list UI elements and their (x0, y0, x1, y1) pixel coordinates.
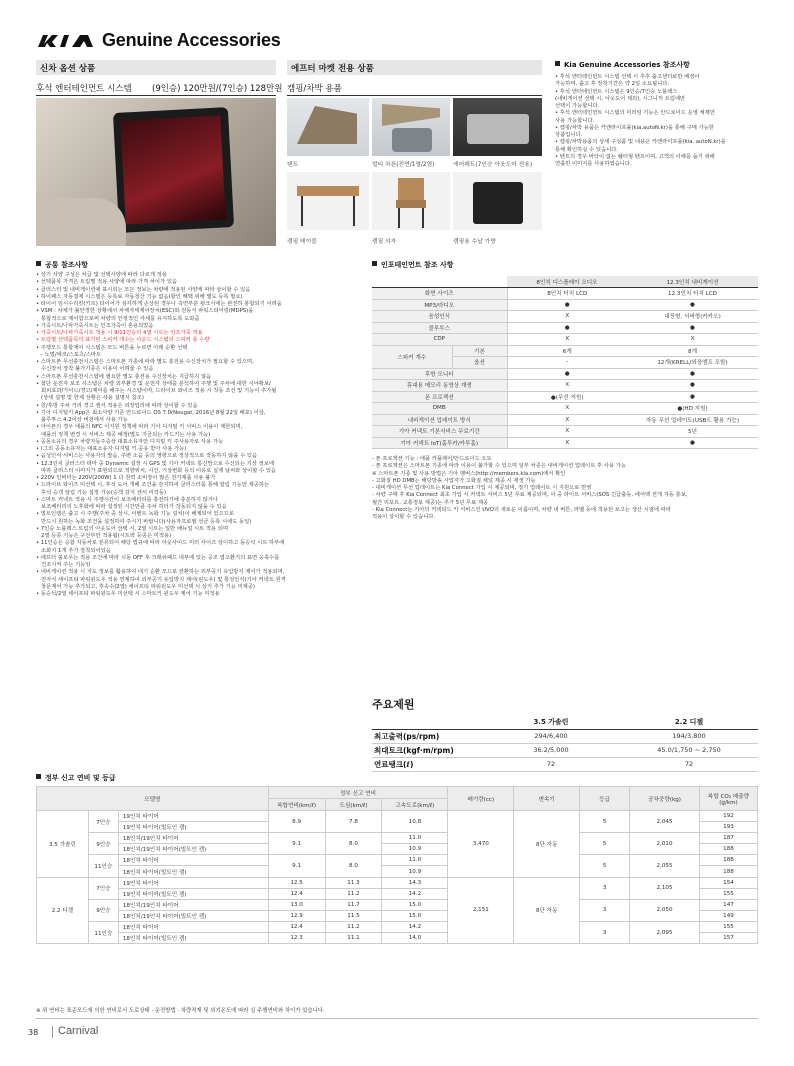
spec-col-diesel: 2.2 디젤 (620, 715, 758, 729)
fuel-title: 정부 신고 연비 및 등급 (36, 773, 116, 783)
common-note-item: • 아이폰의 경우 애플의 NFC 이지원 정책에 따라 기아 디지털 키 서비스 이용이 제한되며, (36, 424, 243, 431)
info-row: 음성인식 X 내장형, 서버형(카카오) (372, 311, 758, 323)
specs-table (372, 715, 758, 772)
note-item: 사용 가능합니다. (555, 117, 595, 124)
info-row: DMB X ●(HD 지원) (372, 403, 758, 415)
page-number: 38 (28, 1028, 39, 1037)
note-item: • 후석 엔터테인먼트 시스템은 9인승/7인승 노블레스 (555, 88, 678, 95)
fuel-row: 2.2 디젤 7인승 19인치 타이어 12.5 11.3 14.3 2,151 8단 자동 3 2,105 154 (37, 877, 758, 888)
rse-price: (9인승) 120만원/(7인승) 128만원 (152, 84, 283, 94)
common-note-item: • 내비게이션 적용 시 지도 정보를 활용하여 내기 순환 모드로 전환하는 외부공기 유입방지 제어가 적용되며, (36, 569, 285, 576)
fuel-h-comb: 복합연비(km/ℓ) (268, 799, 325, 811)
common-note-item: • 친/후방 주차 거리 경고 센서 적용은 외장업리에 따라 상이할 수 있음 (36, 402, 198, 409)
common-note-item: 후석 승객 알림 기능 설정 가능(승객 감지 센서 미작동) (41, 489, 167, 496)
common-note-item: 보조배터리의 노후화에 따라 설정된 시간만큼 주차 히터가 작동되지 않을 수 있음 (41, 504, 227, 510)
note-item: • 텐트의 경우 바닥이 없는 쉘터형 텐트이며, 고객의 이해를 돕기 위해 (555, 153, 715, 160)
common-note-item: 소화기 1개 추가 장착되어있음 (41, 547, 111, 554)
common-note-item: 건조시켜 주는 기능임 (41, 562, 91, 568)
common-note-item: • VSM : 차체가 불안정한 상황에서 차체자세제어장치(ESC)와 전동식 파워스티어링(MDPS)을 (36, 308, 254, 315)
caption-bag: 캠핑용 수납 가방 (453, 239, 496, 245)
note-item: 상품입니다. (555, 132, 583, 138)
info-row: 휴대용 메모리 동영상 재생 X ● (372, 380, 758, 392)
common-note-item: • 스마트 커넥트 적용 시 주행시간이 보조배터리를 충전하기에 충분하지 않거나 (36, 496, 219, 503)
common-note-item: • 공동소유의 경우 차량자동주증상 대표소유자만 디지털 키 주사용자로 사용 가능 (36, 438, 224, 445)
infotainment-title: 인포테인먼트 참조 사항 (372, 260, 454, 270)
fuel-h-grade: 등급 (580, 787, 630, 811)
tent-photo (287, 98, 369, 156)
common-note-item: • 첨단 운전자 보조 시스템은 차량 외부환경 및 운전자 상태를 분석하여 주행 및 주차에 대한 시야확보/ (36, 380, 271, 387)
info-note: ※ 스마트폰 기종 및 사용 방법은 기아 멤버스(http://members.kia.com)에서 확인 (372, 470, 566, 477)
note-item: • 캠핑/차박용품의 상세 구성품 및 내용은 카앤라이프몰(kia. autoN.kr)을 (555, 139, 726, 146)
camping-subtitle: 캠핑/차박 용품 (287, 84, 342, 94)
fuel-row: 18인치/19인치 타이어(빌트인 캠) 12.9 11.5 15.0 149 (37, 910, 758, 921)
common-note-item: • 빌트인캠은 출고 시 주행(주차 중 상시, 이벤트 녹화 기능 설치)이 해제되어 있으므로 (36, 511, 235, 518)
kia-accessories-notes (555, 74, 726, 168)
caption-mattress: 에어매트(7인승 아웃도어 전용) (453, 162, 533, 168)
infotainment-notes (372, 456, 688, 521)
fuel-footnote: ※ 위 연비는 표준모드에 의한 연비로서 도로상태 · 운전방법 · 차량적재 및 외기온도에 따라 실 주행연비와 차이가 있습니다. (36, 1008, 325, 1014)
note-item: 가능하며, 출고 후 장착기간은 약 2일 소요됩니다. (555, 81, 670, 88)
common-note-item: • 음성인식 서비스는 사용자의 발음, 주변 소음 등의 영향으로 정상적으로 작동하지 않을 수 있음 (36, 453, 258, 460)
spec-row: 최대토크(kgf·m/rpm) 36.2/5,000 45.0/1,750 ~ 2,750 (372, 743, 758, 757)
info-col-12inch: 12.3인치 내비게이션 (627, 276, 758, 288)
spec-row: 연료탱크(ℓ) 72 72 (372, 757, 758, 771)
common-note-item: 수신장치 장착 불가기종은 이용이 어려울 수 있음 (41, 366, 154, 373)
fuel-h-model: 모델명 (37, 787, 269, 811)
multi-awning-photo (372, 98, 450, 156)
section-new-car-options: 신차 옵션 상품 (36, 60, 276, 75)
note-item: • 후석 엔터테인먼트 시스템의 미러링 기능은 안드로이드 운영 체제만 (555, 110, 715, 117)
common-note-item: • 타이어 임시수리킷(키트) 타이어가 심각하게 손상된 경우나 측면부분 펑크시에는 완전히 봉합되기 어려움 (36, 301, 282, 307)
common-note-item: 2열 등종 기능은 구선부만 적용됨(시트벽 등종은 미적용) (41, 533, 172, 539)
common-note-item: • 상기 사양 구성은 차급 및 선택사양에 따라 다르게 적용 (36, 272, 167, 278)
common-note-item: • 가죽시트/나파가죽시트 적용 시 9/11인승의 4열 시트는 인조가죽 적용 (36, 330, 203, 336)
fuel-row: 18인치 타이어(빌트인 캠) 10.9 188 (37, 866, 758, 877)
info-row: 기아 커넥트 기본서비스 무료기간 X 5년 (372, 426, 758, 438)
info-note: - 폰 프로젝션은 스마트폰 기종에 따라 이용이 불가할 수 있으며 일부 차종은 내비게이션 업데이트 후 사용 가능 (372, 463, 626, 470)
fuel-row: 19인치 타이어(빌트인 캠) 193 (37, 822, 758, 833)
caption-table: 캠핑 테이블 (287, 239, 317, 245)
info-note: - 내비게이션 무선 업데이트는 Kia Connect 가입 시 제공되며, 정기 업데이트 시 지원으로 반영 (372, 485, 592, 491)
spec-row: 최고출력(ps/rpm) 294/6,400 194/3,800 (372, 729, 758, 743)
spec-col-gasoline: 3.5 가솔린 (482, 715, 620, 729)
common-note-item: • 주행모드 통합제어 시스템은 모드 버튼을 누르면 아래 순환 선택 (36, 344, 188, 351)
fuel-h-weight: 공차중량(kg) (630, 787, 700, 811)
common-note-item: • 12.3인치 클러스터 테마 중 Dynamic 설정 시 GPS 및 기아 커넥트 통신망으로 수신되는 기상 정보에 (36, 460, 274, 467)
common-note-item: • 드라이브 와이즈 미선택 시, 후석 도어 개폐 조건을 감지하여 클러스터를 통해 알림 기능만 제공하는 (36, 482, 270, 489)
fuel-row: 11인승 18인치 타이어 9.1 8.0 11.0 5 2,055 188 (37, 855, 758, 866)
fuel-h-hwy: 고속도로(km/ℓ) (382, 799, 448, 811)
info-row: 내비게이션 업데이트 방식 X 자동 무선 업데이트(USB도 활용 가능) (372, 414, 758, 426)
common-note-item: • 트림별 선택품목의 표기된 스피커 개수는 사운드 시스템의 스피커 총 수량 (36, 337, 210, 344)
common-note-item: 블루투스 4.2이상 버전에서 사용 가능 (41, 417, 128, 423)
fuel-h-gov: 정부 신고 연비 (268, 787, 448, 799)
rse-product-name: 후석 엔터테인먼트 시스템 (36, 84, 132, 94)
info-note: - Kia Connect는 기아의 커넥티드 카 서비스인 UVO의 새로운 이름이며, 차량 내 버튼, 라벨 등에 적용된 로고는 생산 시점에 따라 (372, 506, 671, 513)
info-row: 폰 프로젝션 ●(무선 지원) ● (372, 391, 758, 403)
info-row: 후방 모니터 ● ● (372, 368, 758, 380)
common-note-item: • 클러스터 및 내비게이션에 표시되는 모든 정보는 차량에 적용된 사양에 따라 상이할 수 있음 (36, 286, 251, 293)
kia-logo (36, 33, 96, 49)
info-note: 적용이 상이할 수 있습니다. (372, 514, 436, 520)
kia-accessories-notes-title: Kia Genuine Accessories 참조사항 (555, 60, 690, 70)
rse-photo (36, 98, 276, 246)
common-note-item: • 스마트폰 무선충전시스템은 스마트폰 기종에 따라 별도 충전용 수신장치가 필요할 수 있으며, (36, 359, 254, 365)
common-note-item: • 220V 인버터는 220V(200W) 1 다 전력 소비장이 많은 전기제품 사용 불가 (36, 475, 216, 481)
info-row: 스피커 개수 기본 6개 8개 (372, 345, 758, 357)
note-item: 연출된 이미지를 사용하였습니다. (555, 161, 632, 167)
common-note-item: • 가죽시트/나파가죽시트는 인조가죽이 혼용되었음 (36, 322, 154, 329)
common-note-item: 창문제어 가능 추가되고, 후속수(2열) 세이프티 파워윈도우 미선택 시 상기 추가 기능 미제공) (41, 583, 255, 590)
common-notes-list (36, 272, 371, 598)
caption-awning: 멀티 차폰(전면/1열/2열) (372, 162, 435, 168)
fuel-row: 18인치 타이어(빌트인 캠) 12.3 11.1 14.0 157 (37, 933, 758, 944)
common-note-item: 전자식 세이프티 파워윈도우 적용 연계하여 외부공기 유입방지 제어(윈도우) 및 통성인식(기아 커넥트 원격 (41, 576, 286, 583)
common-note-item: • (그외 공동소유자는 대표소유자 디지털 키 공유 받아 사용 가능) (36, 446, 187, 452)
note-item: • 캠핑/차박 용품은 카앤라이프몰(kia.autoN.kr)을 통해 구매 가능한 (555, 124, 714, 131)
common-note-item: • 동승석/2열 세이프티 파워윈도우 미선택 시 스마트키 윈도우 제어 기능 미적용 (36, 591, 220, 597)
infotainment-table (372, 276, 758, 449)
common-note-item: • 7인승 노블레스 트림의 아웃도어 선택 시, 2열 시트는 일반 배뉴얼 시트 적용 되며 (36, 525, 229, 532)
caption-chair: 캠핑 의자 (372, 239, 397, 245)
footer-model-name: Carnival (58, 1025, 99, 1037)
fuel-row: 11인승 18인치 타이어 12.4 11.2 14.2 3 2,095 155 (37, 921, 758, 932)
camping-chair-photo (372, 172, 450, 230)
info-row: 화면 사이즈 8인치 터치 LCD 12.3인치 터치 LCD (372, 288, 758, 300)
note-item: • 후석 엔터테인먼트 시스템 선택 시 추후 출고센터로만 배정이 (555, 74, 700, 80)
air-mattress-photo (453, 98, 542, 156)
fuel-h-city: 도심(km/ℓ) (325, 799, 382, 811)
fuel-row: 19인치 타이어(빌트인 캠) 12.4 11.2 14.2 155 (37, 888, 758, 899)
info-row: 옵션 - 12개(KRELL/외장앰프 포함) (372, 357, 758, 369)
common-note-item: 반드시 원하는 녹화 조건을 설정하여 주시기 바랍니다(사용자프로필 선금 등록 시에도 동일) (41, 518, 252, 525)
common-note-item: 통합적으로 제어함으로써 차량의 안정적인 자세를 유지하도록 도와줌 (41, 315, 200, 322)
storage-bag-photo (453, 172, 542, 230)
common-note-item: • 스마트폰 무선충전시스템에 필요한 별도 충전용 수신장치는 지급하지 않음 (36, 373, 212, 380)
fuel-row: 9인승 18인치/19인치 타이어 9.1 8.0 11.0 5 2,010 187 (37, 833, 758, 844)
info-row: 블루투스 ● ● (372, 322, 758, 334)
note-item: 통해 확인하실 수 있습니다. (555, 146, 619, 153)
brand-title: Genuine Accessories (102, 30, 281, 50)
note-item: 선택이 가능합니다. (555, 103, 600, 109)
specs-title: 주요제원 (372, 698, 415, 711)
fuel-h-co2: 복합 CO₂ 배출량 (g/km) (700, 787, 758, 811)
info-note: - 폰 프로젝션 기능 : 애플 카플레이/안드로이드 오토 (372, 456, 492, 462)
info-note: - 고화질 HD DMB는 해당방송 사업자가 고화질 채널 제공 시 재생 가능 (372, 477, 536, 484)
fuel-h-disp: 배기량(cc) (448, 787, 514, 811)
info-row: CDP X X (372, 334, 758, 346)
common-note-item: 회피효과/가이드/경고/제어를 해주는 시스템이며, 드라이브 와이즈 적용 시 작동 조건 및 기능이 추가될 (41, 388, 277, 394)
info-note: 월간 리포트, 교통정보 제공)는 추가 5년 무료 제공 (372, 499, 489, 506)
fuel-row: 9인승 18인치/19인치 타이어 13.0 11.7 15.0 3 2,050 147 (37, 899, 758, 910)
common-note-item: • 에프터 블로우는 적용 조건에 따라 시동 OFF 후 크래쉬패드 내부에 있는 공조 엽고환기의 표면 응축수를 (36, 554, 280, 561)
info-col-8inch: 8인치 디스플레이 오디오 (507, 276, 627, 288)
common-note-item: • 하이패스 자동결제 시스템은 등록료 자동청산 기능 없음(할인 혜택 위해 별도 등록 필요) (36, 293, 243, 300)
fuel-h-trans: 변속기 (514, 787, 580, 811)
common-note-item: 따라 클러스터 이미지가 표현되므로 적향위치, 시간, 기상변화 등의 이유로 실제 날씨와 상이할 수 있음 (41, 467, 277, 474)
common-note-item: - 노멀/에코/스포츠/스마트 (41, 351, 102, 358)
info-row: MP3/라디오 ● ● (372, 299, 758, 311)
fuel-row: 18인치/19인치 타이어(빌트인 캠) 10.9 188 (37, 844, 758, 855)
common-note-item: • 기아 디지털키 App은 최소사양 기준 안드로이드 OS 7.0(Nougat, 2016년 8월 22일 배포) 이상, (36, 409, 266, 416)
camping-table-photo (287, 172, 369, 230)
common-notes-title: 공통 참조사항 (36, 260, 88, 270)
caption-tent: 텐트 (287, 162, 299, 168)
note-item: (내비게이션 선택 시, 아웃도어 제외), 시그니처 트림에만 (555, 95, 686, 102)
common-note-item: (상세 설명 및 한계 상황은 사용 설명서 참조) (41, 395, 144, 402)
common-note-item: 애플의 정책 변경 시 서비스 제공 예정(별도 지금되는 카드키는 사용 가능) (41, 431, 211, 438)
fuel-row: 3.5 가솔린 7인승 19인치 타이어 8.9 7.8 10.8 3,470 8단 자동 5 2,045 192 (37, 811, 758, 822)
common-note-item: • 11인승은 승합 자동차로 분류되어 해당 법규에 따라 아웃사이드 미러 사이즈 상이하고 동승석 시트 하부에 (36, 540, 285, 547)
info-row: 기아 커넥트 IoT(홈투카/카투홈) X ● (372, 437, 758, 449)
info-note: - 차량 구매 후 Kia Connect 최초 가입 시 커넥트 서비스 5년 무료 제공되며, 이 중 라이트 서비스(SOS 긴급출동, 에어백 전개 자동 통보, (372, 492, 688, 499)
fuel-table (36, 786, 758, 944)
common-note-item: • 선택품목 가격은 트림별 적용 사양에 따라 가격 차이가 있음 (36, 279, 178, 286)
section-aftermarket: 에프터 마켓 전용 상품 (287, 60, 542, 75)
